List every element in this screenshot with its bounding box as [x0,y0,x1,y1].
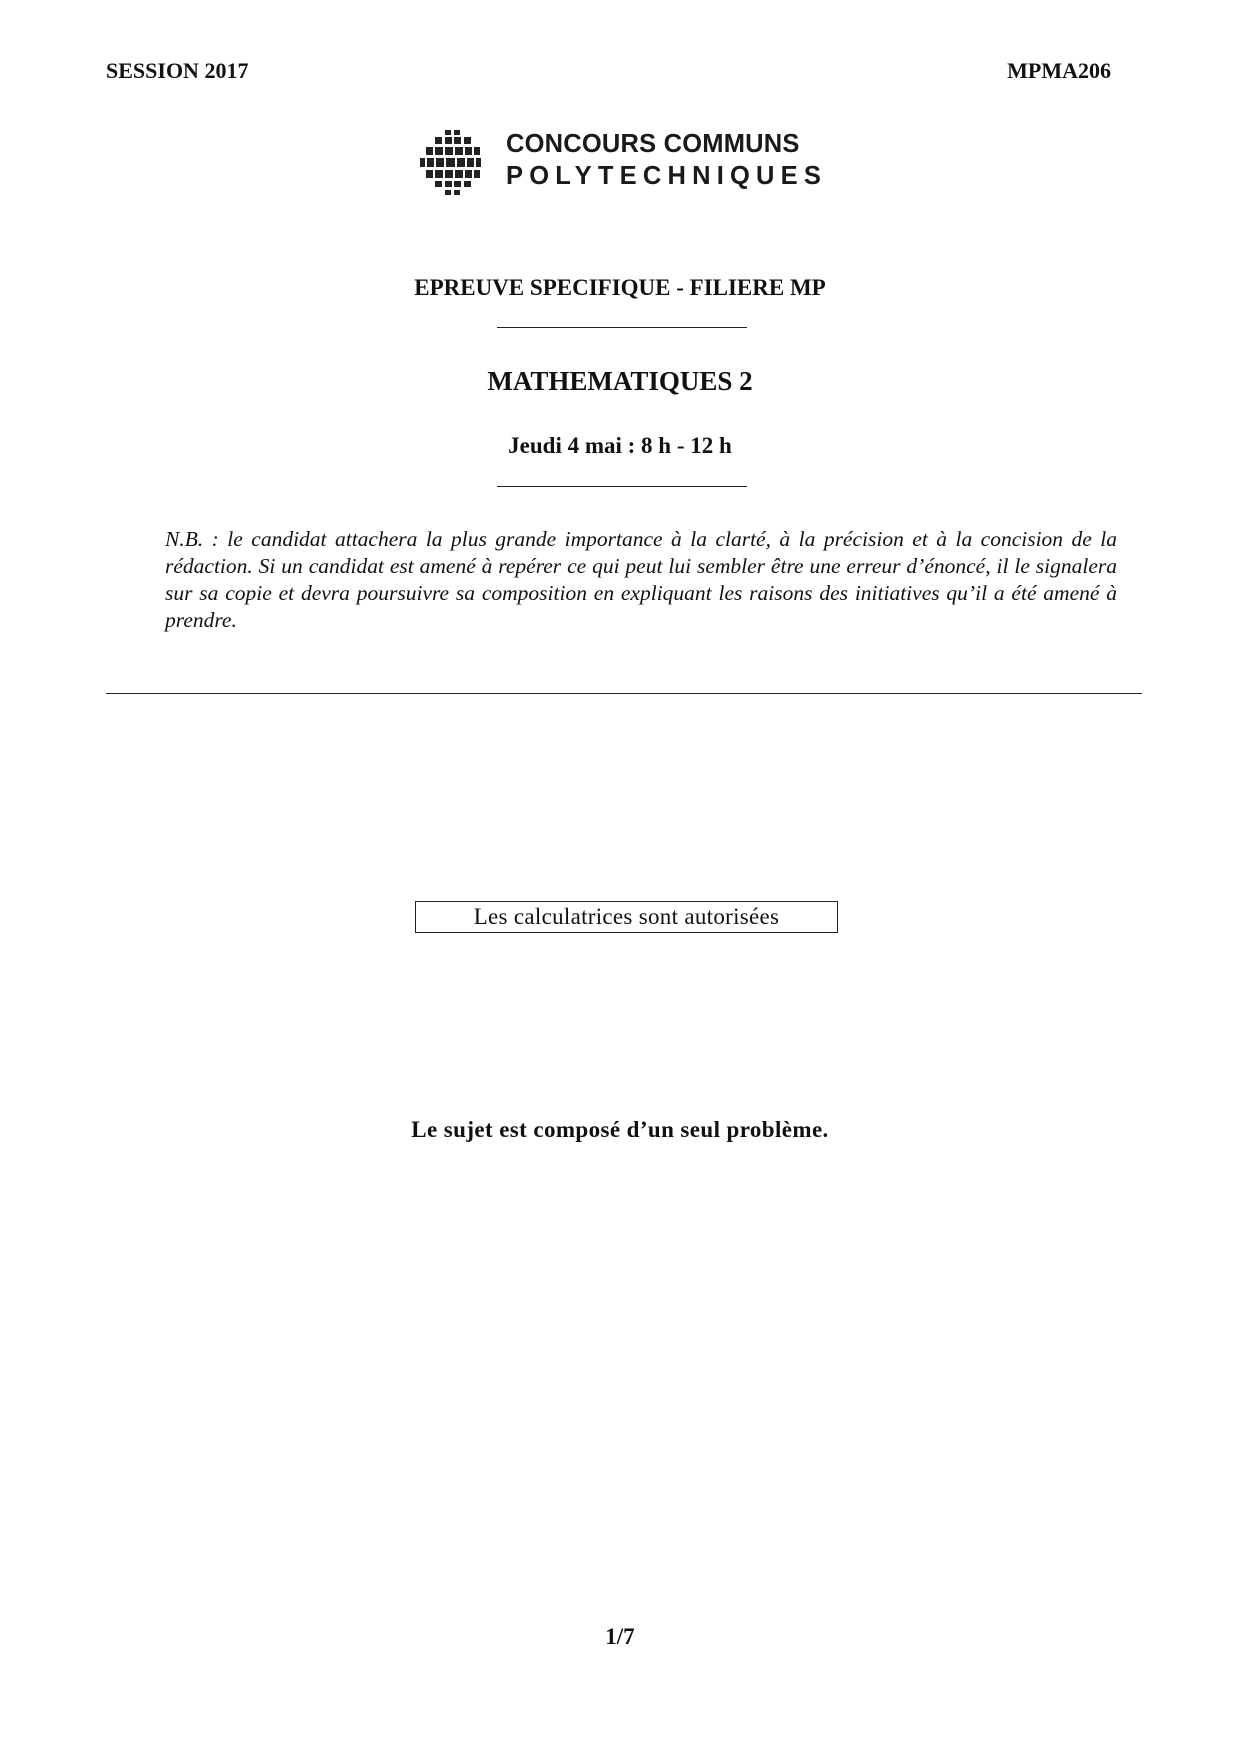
logo-line-2: POLYTECHNIQUES [506,161,828,190]
divider [497,486,747,487]
logo-line-1: CONCOURS COMMUNS [506,130,800,158]
section-divider [106,693,1142,694]
subject-composition-note: Le sujet est composé d’un seul problème. [411,1117,829,1142]
divider [497,327,747,328]
exam-code: MPMA206 [1007,58,1111,83]
exam-type-title: EPREUVE SPECIFIQUE - FILIERE MP [414,275,826,300]
page-number: 1/7 [605,1624,635,1649]
logo [418,126,828,198]
globe-logo-icon [418,128,488,198]
logo-text [506,132,827,189]
calculators-notice: Les calculatrices sont autorisées [415,901,838,933]
exam-schedule: Jeudi 4 mai : 8 h - 12 h [508,433,732,458]
subject-title: MATHEMATIQUES 2 [487,366,753,396]
session-label: SESSION 2017 [106,58,249,83]
instructions-note: N.B. : le candidat attachera la plus grande importance à la clarté, à la précision et à la concision de la rédaction. Si un candidat est amené à repérer ce qui peut lui sembler être une erreur d’énoncé, il le signalera sur sa copie et devra poursuivre sa composition en expliquant les raisons des initiatives qu’il a été amené à prendre. [165,527,1117,632]
